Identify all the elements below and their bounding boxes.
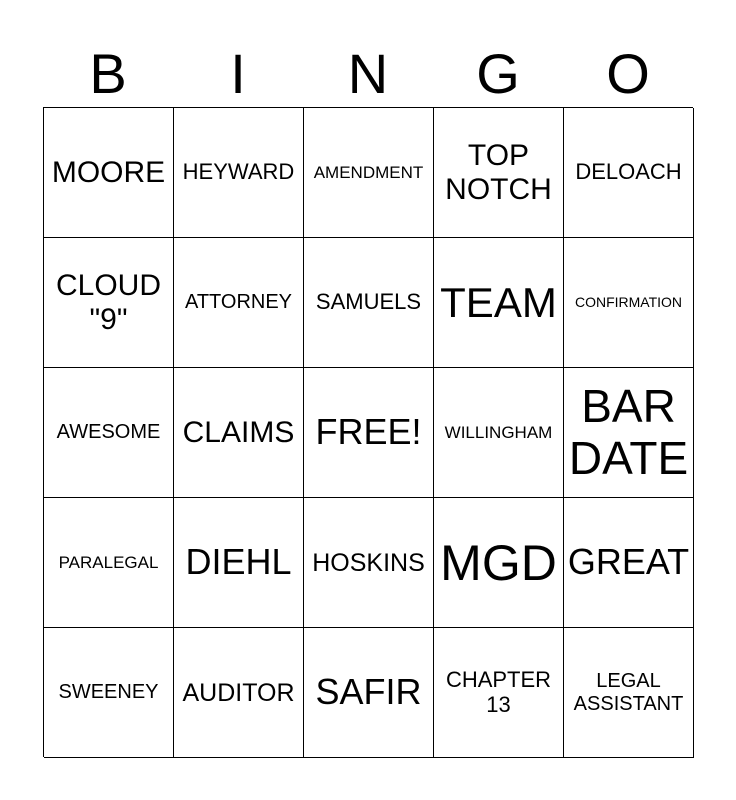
bingo-cell-r2-c5[interactable] xyxy=(564,238,694,368)
bingo-cell-r2-c1[interactable] xyxy=(44,238,174,368)
bingo-card-grid xyxy=(43,107,693,757)
cell-label: LEGAL ASSISTANT xyxy=(573,670,684,715)
cell-label: PARALEGAL xyxy=(58,552,159,572)
header-letter-g: G xyxy=(476,42,520,105)
bingo-header xyxy=(43,40,693,108)
cell-label: DELOACH xyxy=(575,159,682,185)
bingo-cell-r4-c2[interactable] xyxy=(174,498,304,628)
cell-label: SAFIR xyxy=(315,671,422,713)
cell-label: AWESOME xyxy=(56,421,161,444)
bingo-cell-r5-c4[interactable] xyxy=(434,628,564,758)
bingo-cell-r3-c5[interactable] xyxy=(564,368,694,498)
cell-label: SAMUELS xyxy=(315,289,422,315)
header-letter-o: O xyxy=(606,42,650,105)
free-space-label: FREE! xyxy=(315,411,422,453)
header-letter-i: I xyxy=(230,42,246,105)
cell-label: DIEHL xyxy=(185,541,292,583)
bingo-cell-r3-c4[interactable] xyxy=(434,368,564,498)
bingo-cell-r3-c1[interactable] xyxy=(44,368,174,498)
bingo-cell-r2-c3[interactable] xyxy=(304,238,434,368)
bingo-cell-r1-c5[interactable] xyxy=(564,108,694,238)
cell-label: MOORE xyxy=(51,155,166,189)
header-letter-b: B xyxy=(89,42,127,105)
cell-label: CLAIMS xyxy=(182,415,295,449)
bingo-cell-r4-c5[interactable] xyxy=(564,498,694,628)
bingo-cell-r1-c2[interactable] xyxy=(174,108,304,238)
cell-label: SWEENEY xyxy=(58,681,159,704)
cell-label: TOP NOTCH xyxy=(445,138,552,206)
cell-label: AMENDMENT xyxy=(313,162,424,182)
bingo-cell-r1-c4[interactable] xyxy=(434,108,564,238)
bingo-cell-r5-c1[interactable] xyxy=(44,628,174,758)
bingo-cell-r4-c4[interactable] xyxy=(434,498,564,628)
bingo-cell-r3-c2[interactable] xyxy=(174,368,304,498)
bingo-cell-r1-c3[interactable] xyxy=(304,108,434,238)
cell-label: MGD xyxy=(440,534,557,591)
bingo-cell-r3-c3[interactable] xyxy=(304,368,434,498)
bingo-cell-r5-c2[interactable] xyxy=(174,628,304,758)
bingo-cell-r1-c1[interactable] xyxy=(44,108,174,238)
bingo-cell-r4-c1[interactable] xyxy=(44,498,174,628)
cell-label: TEAM xyxy=(440,278,557,326)
cell-label: HOSKINS xyxy=(312,548,425,577)
cell-label: GREAT xyxy=(567,541,690,583)
header-letter-n: N xyxy=(347,42,389,105)
cell-label: WILLINGHAM xyxy=(444,422,553,442)
bingo-cell-r5-c3[interactable] xyxy=(304,628,434,758)
bingo-cell-r5-c5[interactable] xyxy=(564,628,694,758)
cell-label: HEYWARD xyxy=(182,159,295,185)
cell-label: ATTORNEY xyxy=(184,291,293,314)
bingo-cell-r2-c4[interactable] xyxy=(434,238,564,368)
cell-label: CLOUD "9" xyxy=(55,268,161,336)
cell-label: BAR DATE xyxy=(568,379,689,484)
cell-label: CHAPTER 13 xyxy=(445,666,552,717)
cell-label: AUDITOR xyxy=(182,678,295,707)
bingo-cell-r4-c3[interactable] xyxy=(304,498,434,628)
cell-label: CONFIRMATION xyxy=(574,293,683,310)
bingo-cell-r2-c2[interactable] xyxy=(174,238,304,368)
